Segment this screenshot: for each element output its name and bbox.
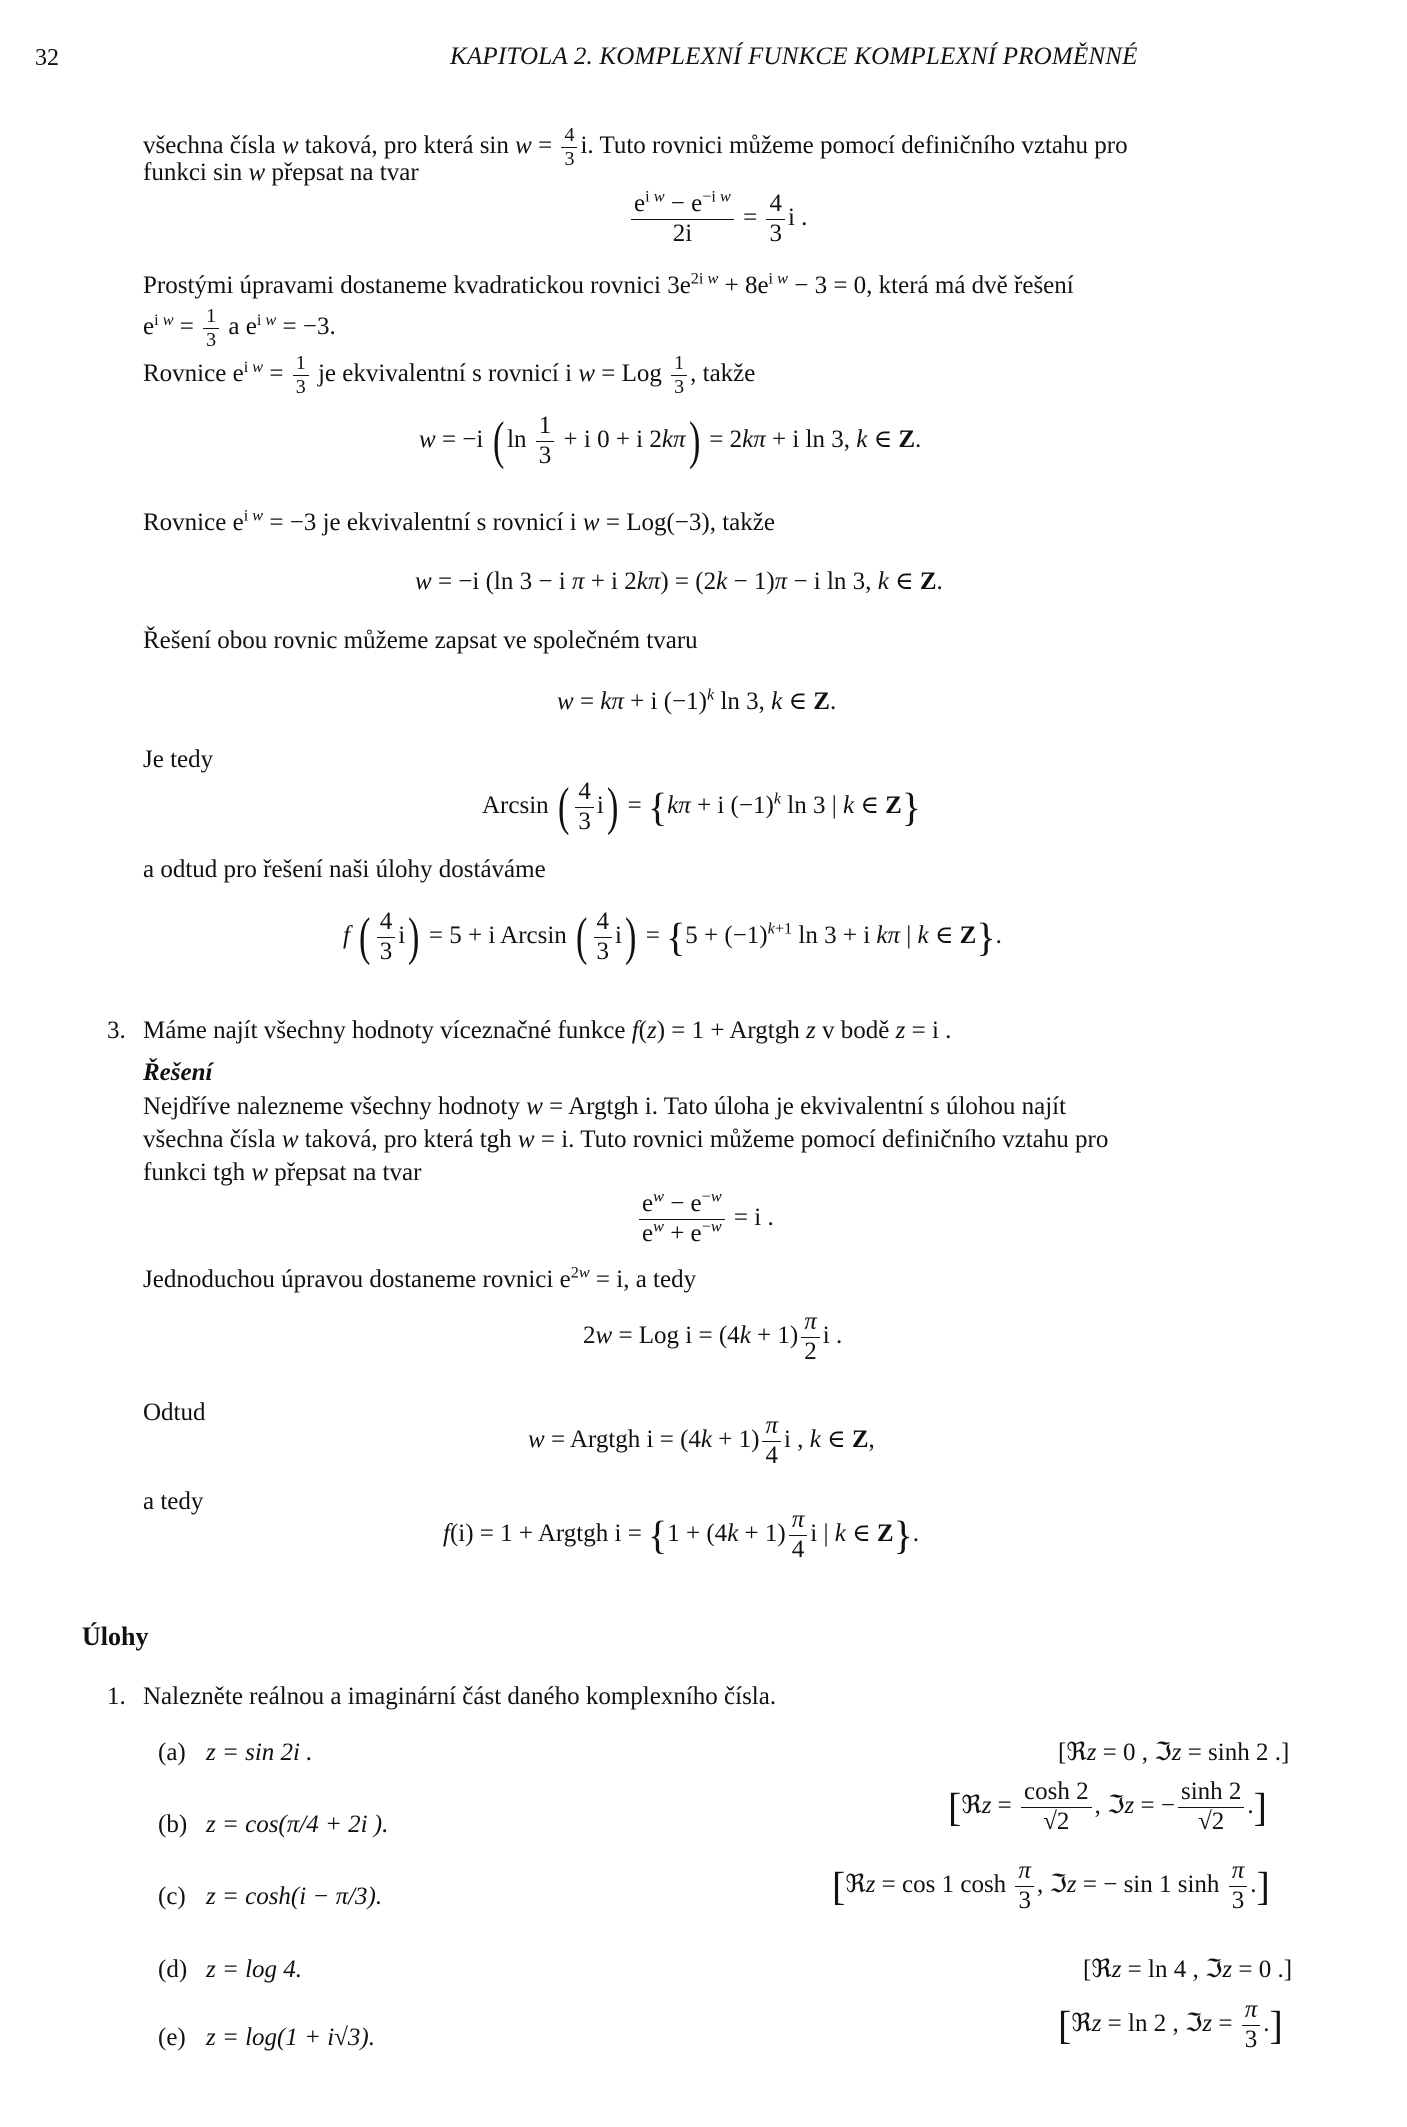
item-3-statement: Máme najít všechny hodnoty víceznačné funkce f(z) = 1 + Argtgh z v bodě z = i . bbox=[143, 1017, 952, 1044]
paragraph-8-line-3: funkci tgh w přepsat na tvar bbox=[143, 1159, 422, 1186]
equation-log-i: 2w = Log i = (4k + 1) $\frac{\pi}{2}$ i . bbox=[583, 1308, 843, 1365]
answer-a: [ℜz = 0 , ℑz = sinh 2 .] bbox=[1058, 1739, 1290, 1766]
paragraph-3: Rovnice $e^{i w}$ = $\frac{1}{3}$ je ekvivalentní s rovnicí i w = Log $\frac{1}{3}$ , takže bbox=[143, 352, 756, 398]
paragraph-8-line-1: Nejdříve nalezneme všechny hodnoty w = Argtgh i. Tato úloha je ekvivalentní s úlohou najít bbox=[143, 1093, 1067, 1120]
exercise-b-label: (b) bbox=[158, 1811, 188, 1838]
equation-sin-definition: $\frac{e^{i w} - e^{-i w}}{2i}$ = $\frac{4}{3}$ i . bbox=[628, 190, 807, 249]
exercise-e-expr: z = log(1 + i√3). bbox=[206, 2024, 375, 2051]
equation-common-form: w = kπ + i $(-1)^k$ ln 3, k ∈ Z. bbox=[557, 685, 837, 715]
answer-d: [ℜz = ln 4 , ℑz = 0 .] bbox=[1083, 1956, 1293, 1983]
equation-arcsin: Arcsin ( $\frac{4}{3}$ i) = {kπ + i $(-1)^k$ ln 3 | k ∈ Z} bbox=[482, 778, 921, 836]
exercise-d-expr: z = log 4. bbox=[206, 1956, 303, 1983]
label-a-tedy: a tedy bbox=[143, 1488, 204, 1515]
equation-f-value: f ( $\frac{4}{3}$ i) = 5 + i Arcsin ( $\frac{4}{3}$ $i) = \{5 + (-1)^{k+1}$ ln 3 + i kπ | k ∈ Z}. bbox=[343, 908, 1002, 966]
paragraph-8-line-2: všechna čísla w taková, pro která tgh w = i. Tuto rovnici můžeme pomocí definičního vztahu pro bbox=[143, 1126, 1109, 1153]
paragraph-odtud-reseni: a odtud pro řešení naši úlohy dostáváme bbox=[143, 856, 546, 883]
running-title: KAPITOLA 2. KOMPLEXNÍ FUNKCE KOMPLEXNÍ PROMĚNNÉ bbox=[450, 43, 1138, 70]
exercise-a-expr: z = sin 2i . bbox=[206, 1739, 313, 1766]
equation-tgh-definition: $\frac{e^w - e^{-w}}{e^w + e^{-w}}$ = i . bbox=[636, 1190, 774, 1249]
equation-solution-2: w = −i (ln 3 − i π + i 2kπ) = (2k − 1)π − i ln 3, k ∈ Z. bbox=[415, 568, 943, 595]
exercise-c-label: (c) bbox=[158, 1883, 186, 1910]
page-number: 32 bbox=[35, 45, 59, 71]
exercise-b-expr: z = cos(π/4 + 2i ). bbox=[206, 1811, 389, 1838]
label-odtud: Odtud bbox=[143, 1399, 206, 1426]
paragraph-2-line-1: Prostými úpravami dostaneme kvadratickou rovnici $3e^{2i w} + 8e^{i w} - 3 = 0$, která má dvě řešení bbox=[143, 269, 1074, 299]
equation-solution-1: w = −i ( ln $\frac{1}{3}$ + i 0 + i 2kπ) = 2kπ + i ln 3, k ∈ Z. bbox=[419, 412, 922, 470]
exercise-e-label: (e) bbox=[158, 2024, 186, 2051]
exercise-d-label: (d) bbox=[158, 1956, 188, 1983]
exercise-c-expr: z = cosh(i − π/3). bbox=[206, 1883, 383, 1910]
paragraph-1-line-2: funkci sin w přepsat na tvar bbox=[143, 159, 419, 186]
paragraph-5: Řešení obou rovnic můžeme zapsat ve společném tvaru bbox=[143, 627, 698, 654]
item-3-number: 3. bbox=[107, 1017, 126, 1044]
exercise-a-label: (a) bbox=[158, 1739, 186, 1766]
paragraph-1-line-1: všechna čísla w taková, pro která sin w = $\frac{4}{3}$ i. Tuto rovnici můžeme pomocí definičního vztahu pro bbox=[143, 124, 1128, 170]
task-1-statement: Nalezněte reálnou a imaginární část daného komplexního čísla. bbox=[143, 1683, 777, 1710]
answer-e: [ℜz = ln 2 , ℑz = $\frac{\pi}{3}$ .] bbox=[1058, 1996, 1283, 2053]
paragraph-je-tedy: Je tedy bbox=[143, 746, 214, 773]
reseni-heading: Řešení bbox=[143, 1059, 213, 1086]
equation-argtgh: w = Argtgh i = (4k + 1) $\frac{\pi}{4}$ i , k ∈ Z, bbox=[528, 1412, 875, 1469]
task-1-number: 1. bbox=[107, 1683, 126, 1710]
answer-b: [ℜz = $\frac{\cosh 2}{√2}$ , ℑz = − $\frac{\sinh 2}{√2}$ .] bbox=[948, 1778, 1267, 1835]
paragraph-9: Jednoduchou úpravou dostaneme rovnici $e^{2w} = i$, a tedy bbox=[143, 1263, 697, 1293]
paragraph-4: Rovnice $e^{i w} = -3$ je ekvivalentní s rovnicí i w = Log(−3), takže bbox=[143, 506, 775, 536]
answer-c: [ℜz = cos 1 cosh $\frac{\pi}{3}$ , ℑz = − sin 1 sinh $\frac{\pi}{3}$ .] bbox=[832, 1857, 1270, 1914]
section-title: Úlohy bbox=[82, 1622, 149, 1651]
paragraph-2-line-2: $e^{i w}$ = $\frac{1}{3}$ a $e^{i w} = -3$. bbox=[143, 305, 336, 351]
equation-f-i: f(i) = 1 + Argtgh i = {1 + (4k + 1) $\frac{\pi}{4}$ i | k ∈ Z}. bbox=[443, 1506, 919, 1563]
